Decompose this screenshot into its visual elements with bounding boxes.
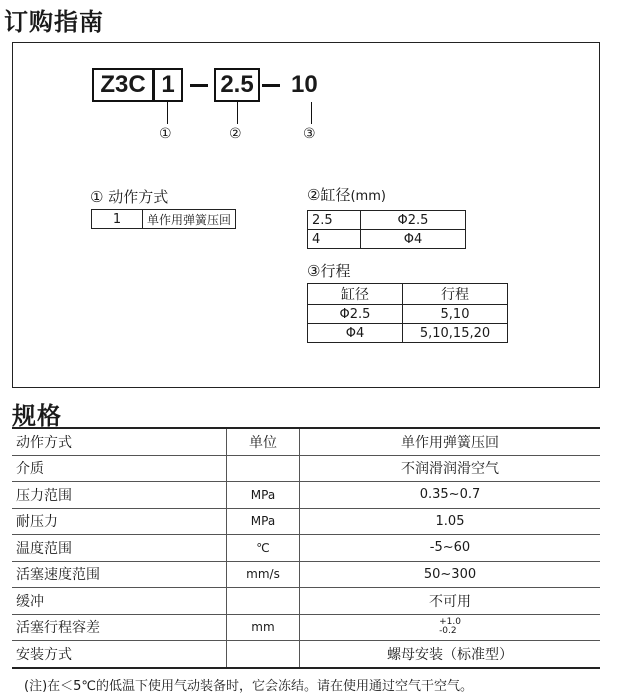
table-row bbox=[12, 535, 600, 562]
spec-value: 不可用 bbox=[300, 588, 601, 615]
bore-section-title: ②缸径 bbox=[307, 186, 351, 204]
spec-unit bbox=[227, 588, 300, 615]
bore-table bbox=[307, 210, 466, 249]
spec-item: 活塞速度范围 bbox=[12, 561, 227, 588]
code-dash-1 bbox=[190, 84, 208, 87]
spec-unit bbox=[227, 455, 300, 482]
stroke-value-cell: 5,10 bbox=[403, 305, 508, 324]
specs-table bbox=[12, 427, 600, 669]
action-table bbox=[91, 209, 236, 229]
order-guide-title: 订购指南 bbox=[4, 8, 104, 36]
spec-unit: mm bbox=[227, 614, 300, 641]
spec-unit: ℃ bbox=[227, 535, 300, 562]
spec-value: -5~60 bbox=[300, 535, 601, 562]
spec-item: 温度范围 bbox=[12, 535, 227, 562]
spec-unit bbox=[227, 641, 300, 668]
marker-line-3 bbox=[311, 102, 312, 124]
action-code-cell: 1 bbox=[92, 210, 143, 229]
tolerance-plus: +1.0 bbox=[439, 617, 461, 628]
spec-unit: MPa bbox=[227, 508, 300, 535]
table-row bbox=[308, 324, 508, 343]
table-row bbox=[12, 561, 600, 588]
action-desc-cell: 单作用弹簧压回 bbox=[143, 210, 236, 229]
spec-item: 活塞行程容差 bbox=[12, 614, 227, 641]
spec-value: 单作用弹簧压回 bbox=[300, 428, 601, 455]
spec-value: 螺母安装（标准型） bbox=[300, 641, 601, 668]
table-row bbox=[12, 614, 600, 641]
table-row bbox=[308, 284, 508, 305]
stroke-value-cell: 5,10,15,20 bbox=[403, 324, 508, 343]
spec-item: 缓冲 bbox=[12, 588, 227, 615]
bore-diameter-cell: Φ4 bbox=[361, 230, 466, 249]
action-code-box: 1 bbox=[153, 68, 183, 102]
stroke-code: 10 bbox=[291, 71, 318, 98]
marker-line-2 bbox=[237, 102, 238, 124]
spec-item: 耐压力 bbox=[12, 508, 227, 535]
stroke-bore-cell: Φ4 bbox=[308, 324, 403, 343]
model-prefix-box: Z3C bbox=[92, 68, 154, 102]
table-row bbox=[12, 482, 600, 509]
spec-value: 0.35~0.7 bbox=[300, 482, 601, 509]
table-row bbox=[92, 210, 236, 229]
table-row bbox=[12, 641, 600, 668]
spec-unit: MPa bbox=[227, 482, 300, 509]
specs-title: 规格 bbox=[12, 402, 62, 430]
stroke-header-stroke: 行程 bbox=[403, 284, 508, 305]
spec-item: 动作方式 bbox=[12, 428, 227, 455]
stroke-section-label: ③行程 bbox=[307, 262, 351, 280]
table-row bbox=[12, 508, 600, 535]
bore-code-cell: 4 bbox=[308, 230, 361, 249]
action-section-label: ① 动作方式 bbox=[90, 188, 169, 206]
spec-value-tolerance bbox=[300, 614, 601, 641]
table-row bbox=[12, 588, 600, 615]
stroke-table bbox=[307, 283, 508, 343]
marker-line-1 bbox=[167, 102, 168, 124]
bore-code-cell: 2.5 bbox=[308, 211, 361, 230]
spec-item: 安装方式 bbox=[12, 641, 227, 668]
table-row bbox=[308, 211, 466, 230]
code-dash-2 bbox=[262, 84, 280, 87]
spec-value: 1.05 bbox=[300, 508, 601, 535]
bore-code-box: 2.5 bbox=[214, 68, 260, 102]
marker-2: ② bbox=[229, 126, 242, 142]
tolerance-minus: -0.2 bbox=[439, 626, 457, 637]
spec-unit: 单位 bbox=[227, 428, 300, 455]
bore-section-label bbox=[307, 184, 386, 205]
table-row bbox=[308, 305, 508, 324]
spec-value: 50~300 bbox=[300, 561, 601, 588]
marker-3: ③ bbox=[303, 126, 316, 142]
stroke-header-bore: 缸径 bbox=[308, 284, 403, 305]
table-row bbox=[12, 455, 600, 482]
bore-unit: (mm) bbox=[350, 189, 386, 204]
spec-item: 压力范围 bbox=[12, 482, 227, 509]
stroke-bore-cell: Φ2.5 bbox=[308, 305, 403, 324]
spec-item: 介质 bbox=[12, 455, 227, 482]
spec-value: 不润滑润滑空气 bbox=[300, 455, 601, 482]
table-row bbox=[308, 230, 466, 249]
spec-unit: mm/s bbox=[227, 561, 300, 588]
marker-1: ① bbox=[159, 126, 172, 142]
table-row bbox=[12, 428, 600, 455]
stroke-tolerance bbox=[439, 618, 461, 636]
bore-diameter-cell: Φ2.5 bbox=[361, 211, 466, 230]
specs-note: (注)在＜5℃的低温下使用气动装备时，它会冻结。请在使用通过空气干空气。 bbox=[24, 679, 474, 694]
